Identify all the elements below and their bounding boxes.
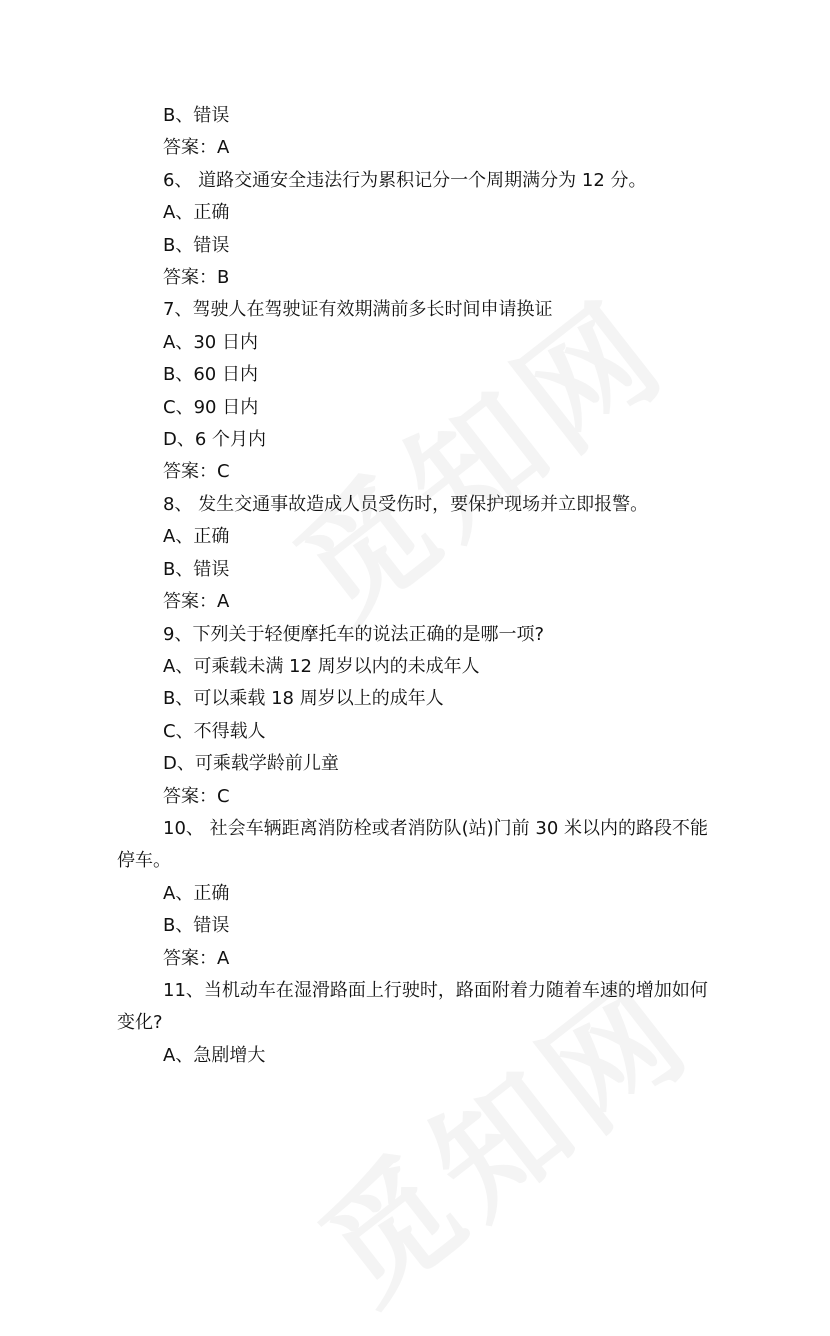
answer-text: 答案：A [163, 591, 230, 613]
option-text: B、错误 [163, 915, 230, 937]
question-text: 9、下列关于轻便摩托车的说法正确的是哪一项? [163, 623, 545, 645]
option-text: A、正确 [163, 526, 230, 548]
question-text: 10、 社会车辆距离消防栓或者消防队(站)门前 30 米以内的路段不能停车。 [117, 817, 709, 872]
question-text: 6、 道路交通安全违法行为累积记分一个周期满分为 12 分。 [163, 169, 647, 191]
option-text: B、错误 [163, 105, 230, 126]
option-text: A、正确 [163, 882, 230, 904]
option-text: A、正确 [163, 202, 230, 224]
option-text: A、30 日内 [163, 331, 258, 353]
option-text: B、可以乘载 18 周岁以上的成年人 [163, 688, 444, 710]
option-text: B、错误 [163, 234, 230, 256]
document-content [117, 100, 717, 1072]
option-text: B、60 日内 [163, 364, 258, 386]
option-text: C、90 日内 [163, 396, 259, 418]
question-text: 7、驾驶人在驾驶证有效期满前多长时间申请换证 [163, 299, 553, 321]
answer-text: 答案：C [163, 461, 230, 483]
answer-text: 答案：C [163, 785, 230, 807]
option-text: D、6 个月内 [163, 429, 267, 451]
answer-text: 答案：A [163, 947, 230, 969]
option-text: D、可乘载学龄前儿童 [163, 753, 339, 775]
question-text: 11、当机动车在湿滑路面上行驶时，路面附着力随着车速的增加如何变化? [117, 979, 708, 1034]
option-text: A、可乘载未满 12 周岁以内的未成年人 [163, 655, 480, 677]
answer-text: 答案：B [163, 267, 230, 289]
option-text: B、错误 [163, 558, 230, 580]
option-text: C、不得载人 [163, 720, 266, 742]
question-text: 8、 发生交通事故造成人员受伤时，要保护现场并立即报警。 [163, 493, 649, 515]
option-text: A、急剧增大 [163, 1044, 266, 1066]
answer-text: 答案：A [163, 137, 230, 159]
